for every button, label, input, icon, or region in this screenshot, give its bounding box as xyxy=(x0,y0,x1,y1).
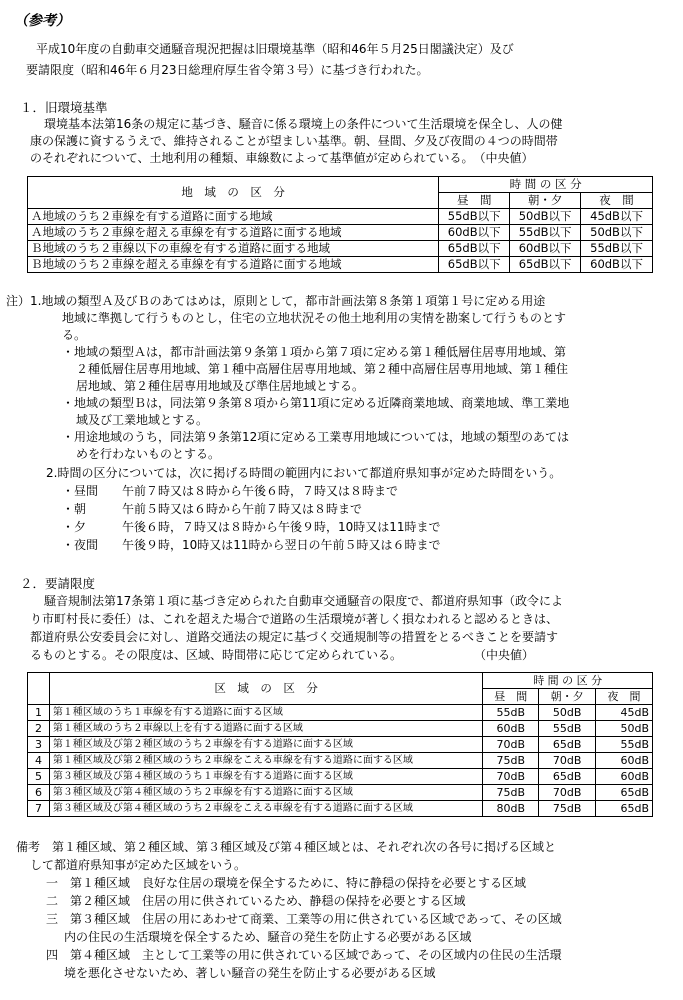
note-line: ・地域の類型Ａは，都市計画法第９条第１項から第７項に定める第１種低層住居専用地域、第 xyxy=(62,345,567,359)
table-row: 2 第１種区域のうち２車線以上を有する道路に面する区域 60dB 55dB 50dB xyxy=(28,721,653,737)
time-header: 時 間 の 区 分 xyxy=(439,177,653,193)
table-row: Ｂ地域のうち２車線以下の車線を有する道路に面する地域 65dB以下 60dB以下 55dB以下 xyxy=(28,241,653,257)
section-1-body-3: のそれぞれについて、土地利用の種類、車線数によって基準値が定められている。 （中央値） xyxy=(30,151,534,165)
note-line: ・昼間 午前７時又は８時から午後６時，７時又は８時まで xyxy=(62,484,399,498)
table-row: 7 第３種区域及び第４種区域のうち２車線をこえる車線を有する道路に面する区域 80dB 75dB 65dB xyxy=(28,801,653,817)
note-line: 域及び工業地域とする。 xyxy=(76,413,209,427)
reference-heading: （参考） xyxy=(14,13,70,29)
section-2-body-3: 都道府県公安委員会に対し、道路交通法の規定に基づく交通規制等の措置をとるべきことを要請す xyxy=(30,630,559,644)
remark-line: 境を悪化させないため、著しい騒音の発生を防止する必要がある区域 xyxy=(64,966,436,980)
remark-line: 三 第３種区域 住居の用にあわせて商業、工業等の用に供されている区域であって、その区域 xyxy=(46,912,562,926)
section-2-body-1: 騒音規制法第17条第１項に基づき定められた自動車交通騒音の限度で、都道府県知事（政令によ xyxy=(44,594,564,608)
region-header: 区 域 の 区 分 xyxy=(49,673,482,705)
section-2-heading: ２．要請限度 xyxy=(20,576,96,591)
table-row: Ａ地域のうち２車線を超える車線を有する道路に面する地域 60dB以下 55dB以下 50dB以下 xyxy=(28,225,653,241)
note-line: ２種低層住居専用地域、第１種中高層住居専用地域、第２種中高層住居専用地域、第１種住 xyxy=(76,362,569,376)
table-row: 5 第３種区域及び第４種区域のうち１車線を有する道路に面する区域 70dB 65dB 60dB xyxy=(28,769,653,785)
remark-line: 四 第４種区域 主として工業等の用に供されている区域であって、その区域内の住民の生活環 xyxy=(46,948,562,962)
note-line: ・用途地域のうち，同法第９条第12項に定める工業専用地域については，地域の類型のあては xyxy=(62,430,570,444)
note-line: 居地域、第２種住居専用地域及び準住居地域とする。 xyxy=(76,379,365,393)
note-line: 2.時間の区分については，次に掲げる時間の範囲内において都道府県知事が定めた時間をいう。 xyxy=(46,466,562,480)
section-1-body-1: 環境基本法第16条の規定に基づき、騒音に係る環境上の条件について生活環境を保全し、人の健 xyxy=(44,117,563,131)
note-line: ・夕 午後６時，７時又は８時から午後９時，10時又は11時まで xyxy=(62,520,441,534)
remark-line: 内の住民の生活環境を保全するため、騒音の発生を防止する必要がある区域 xyxy=(64,930,472,944)
intro-line-2: 要請限度（昭和46年６月23日総理府厚生省令第３号）に基づき行われた。 xyxy=(26,63,429,77)
col-morning-evening: 朝・夕 xyxy=(539,689,596,705)
environment-standard-table xyxy=(27,176,653,273)
time-header: 時 間 の 区 分 xyxy=(483,673,653,689)
remark-line: 一 第１種区域 良好な住居の環境を保全するために、特に静穏の保持を必要とする区域 xyxy=(46,876,527,890)
col-daytime: 昼 間 xyxy=(483,689,539,705)
col-daytime: 昼 間 xyxy=(439,193,510,209)
note-line: ・朝 午前５時又は６時から午前７時又は８時まで xyxy=(62,502,363,516)
region-header: 地 域 の 区 分 xyxy=(28,177,439,209)
remark-line: して都道府県知事が定めた区域をいう。 xyxy=(30,858,247,872)
section-1-heading: １．旧環境基準 xyxy=(20,100,108,115)
intro-line-1: 平成10年度の自動車交通騒音現況把握は旧環境基準（昭和46年５月25日閣議決定）及び xyxy=(36,42,514,56)
note-line: ・地域の類型Ｂは，同法第９条第８項から第11項に定める近隣商業地域、商業地域、準工業地 xyxy=(62,396,570,410)
col-night: 夜 間 xyxy=(581,193,653,209)
table-row: 1 第１種区域のうち１車線を有する道路に面する区域 55dB 50dB 45dB xyxy=(28,705,653,721)
request-limit-table xyxy=(27,672,653,817)
section-2-body-2: り市町村長に委任）は、これを超えた場合で道路の生活環境が著しく損なわれると認めるときは、 xyxy=(30,612,559,626)
table-row: 3 第１種区域及び第２種区域のうち２車線を有する道路に面する区域 70dB 65dB 55dB xyxy=(28,737,653,753)
note-line: る。 xyxy=(62,328,87,342)
table-row: 4 第１種区域及び第２種区域のうち２車線をこえる車線を有する道路に面する区域 75dB 70dB 60dB xyxy=(28,753,653,769)
note-line: めを行わないものとする。 xyxy=(76,447,221,461)
table-row: Ａ地域のうち２車線を有する道路に面する地域 55dB以下 50dB以下 45dB以下 xyxy=(28,209,653,225)
col-night: 夜 間 xyxy=(596,689,653,705)
note-line: ・夜間 午後９時，10時又は11時から翌日の午前５時又は６時まで xyxy=(62,538,441,552)
note-line: 地域に準拠して行うものとし，住宅の立地状況その他土地利用の実情を勘案して行うものとす xyxy=(62,311,567,325)
note-line: 注）1.地域の類型Ａ及びＢのあてはめは，原則として，都市計画法第８条第１項第１号に定める用途 xyxy=(6,294,546,308)
section-1-body-2: 康の保護に資するうえで、維持されることが望ましい基準。朝、昼間、夕及び夜間の４つの時間帯 xyxy=(30,134,558,148)
section-2-body-4: るものとする。その限度は、区域、時間帯に応じて定められている。 （中央値） xyxy=(30,648,535,662)
col-morning-evening: 朝・夕 xyxy=(510,193,581,209)
table-row: Ｂ地域のうち２車線を超える車線を有する道路に面する地域 65dB以下 65dB以下 60dB以下 xyxy=(28,257,653,273)
table-row: 6 第３種区域及び第４種区域のうち２車線を有する道路に面する区域 75dB 70dB 65dB xyxy=(28,785,653,801)
remark-line: 二 第２種区域 住居の用に供されているため、静穏の保持を必要とする区域 xyxy=(46,894,466,908)
remark-line: 備考 第１種区域、第２種区域、第３種区域及び第４種区域とは、それぞれ次の各号に掲げる区域と xyxy=(16,840,557,854)
